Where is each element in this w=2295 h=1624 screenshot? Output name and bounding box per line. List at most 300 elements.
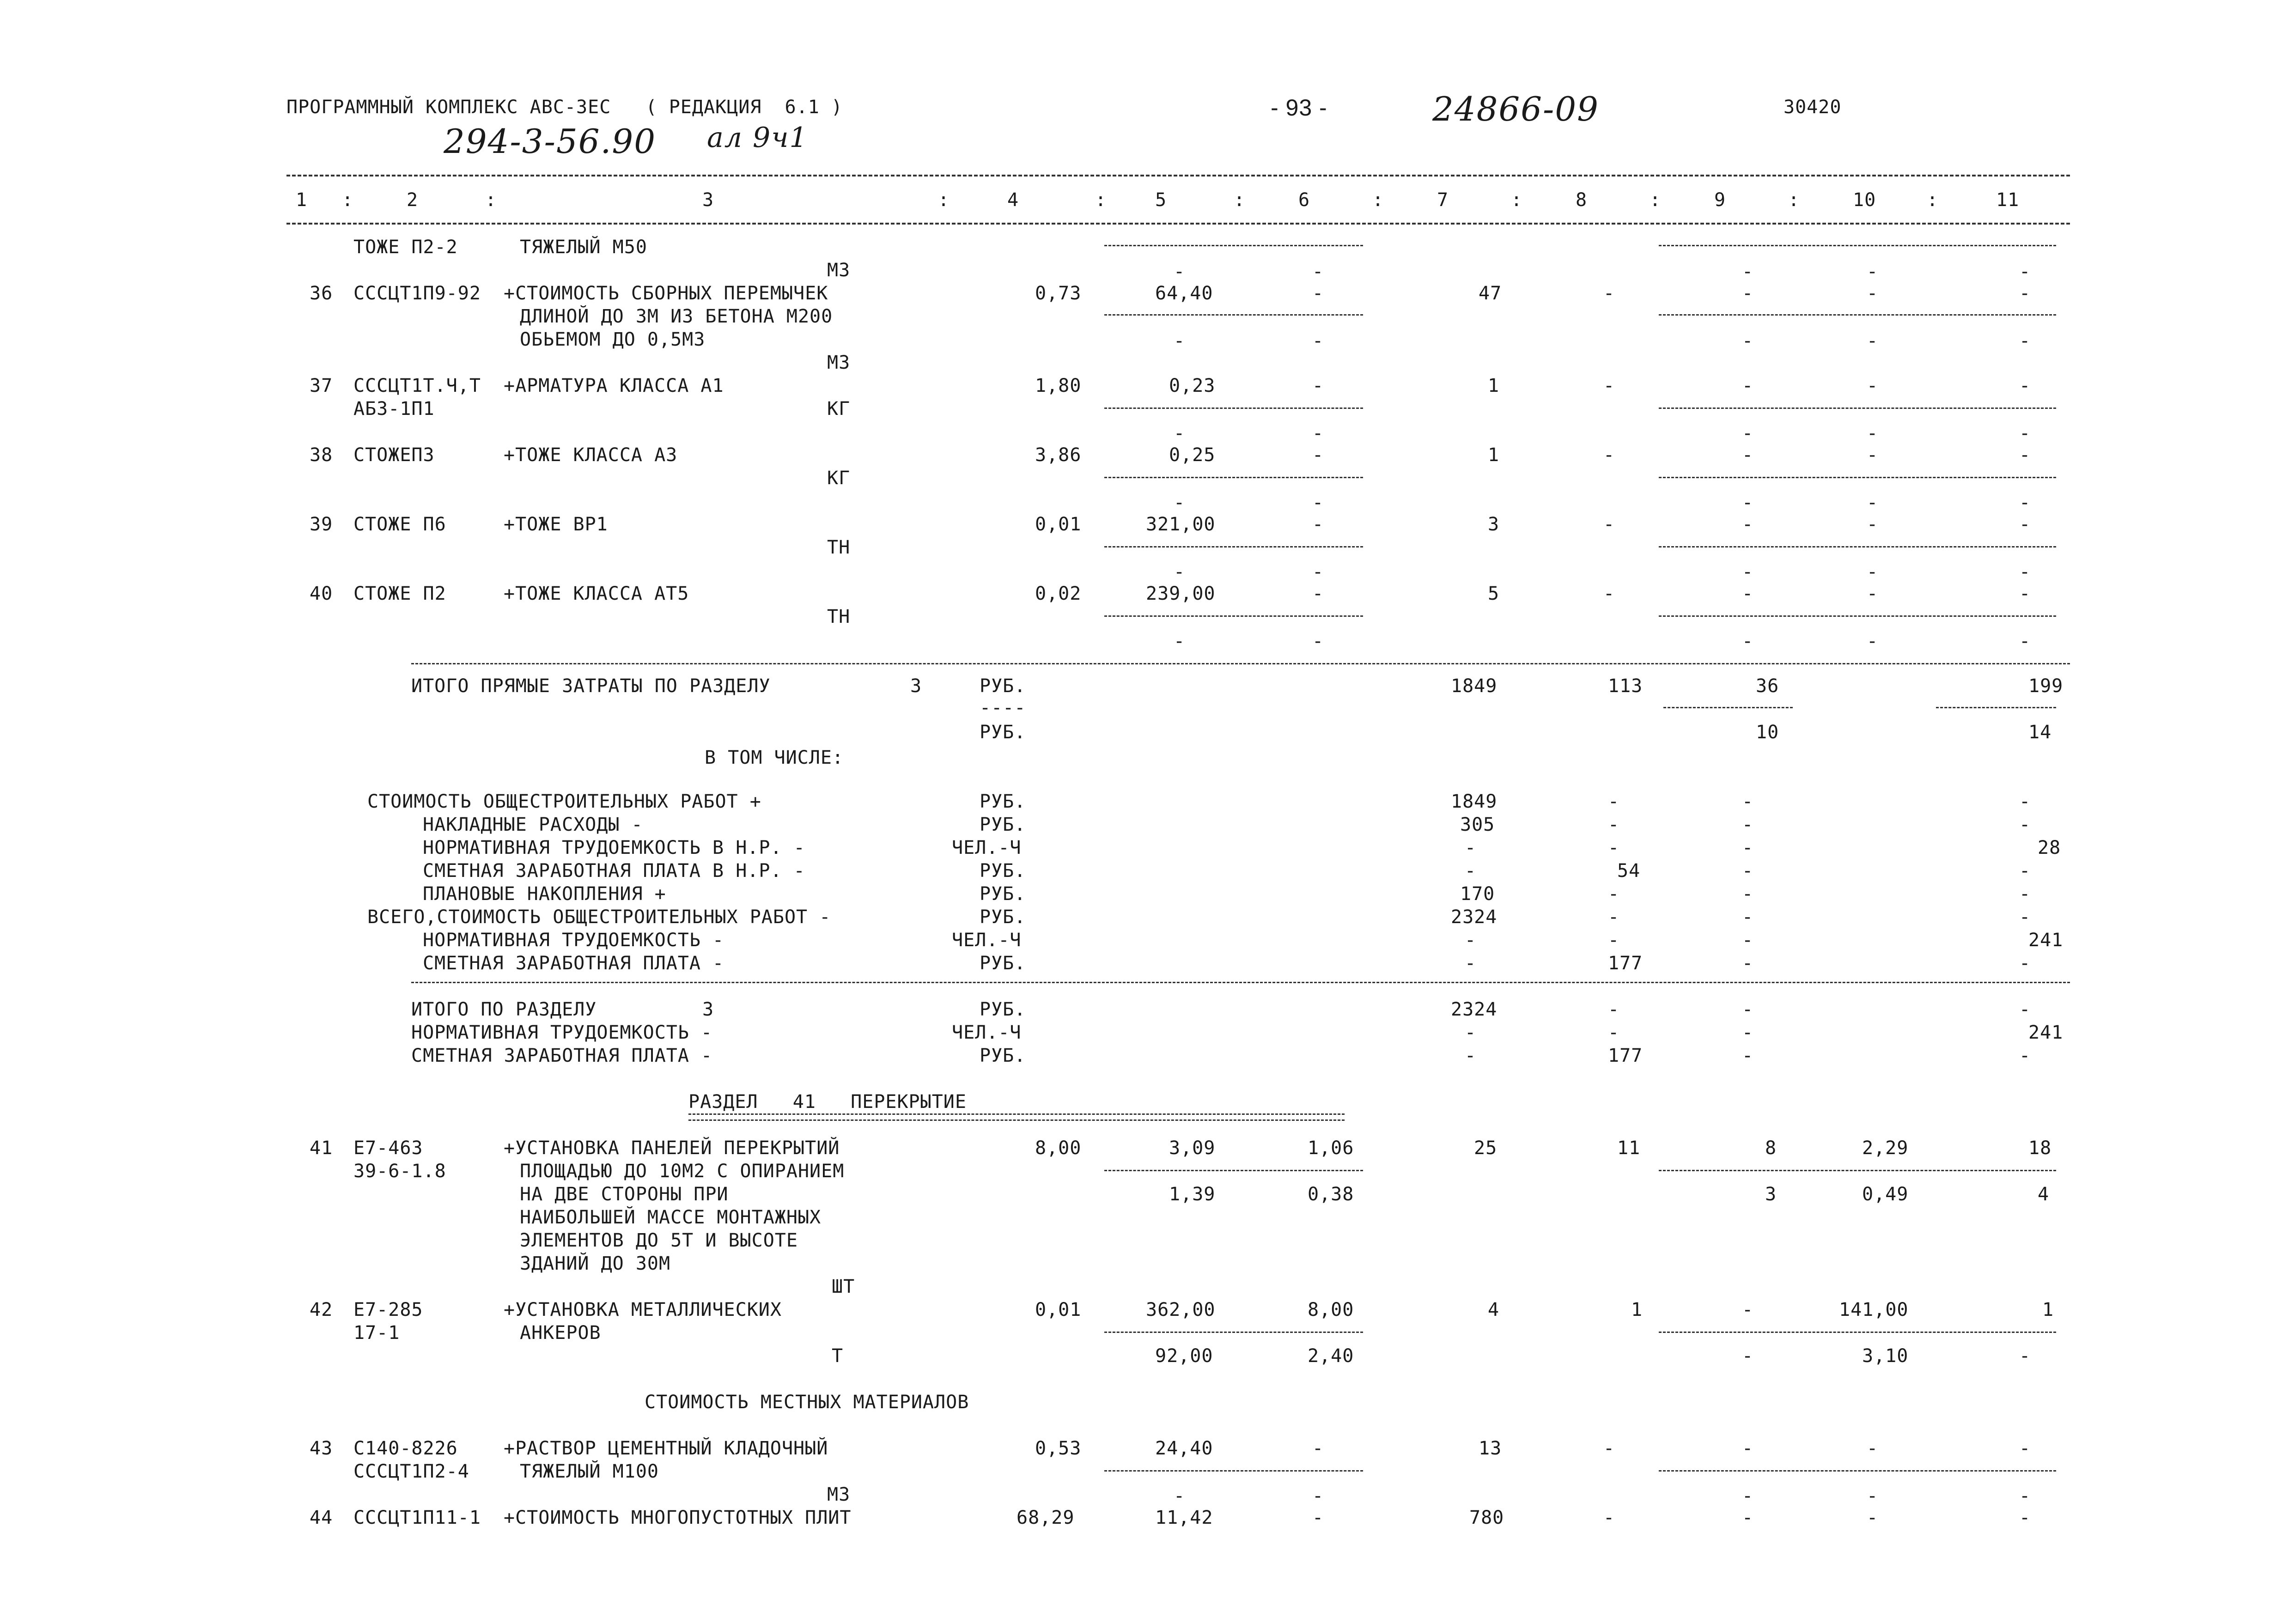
col10: -: [1867, 514, 1879, 535]
row-code: СССЦТ1Т.Ч,Т: [353, 375, 481, 396]
col9: -: [1742, 999, 1754, 1020]
col11: -: [2019, 883, 2031, 905]
row-code: СТОЖЕ П6: [353, 514, 446, 535]
col-number: 4: [1007, 189, 1019, 211]
row-text: ПЛОЩАДЬЮ ДО 10М2 С ОПИРАНИЕМ: [520, 1161, 845, 1182]
col9: -: [1742, 930, 1754, 951]
qty: 0,02: [1035, 583, 1082, 604]
col8: -: [1608, 791, 1620, 812]
unit: РУБ.: [980, 883, 1026, 905]
col-sep: :: [342, 189, 354, 211]
col6: 1,06: [1308, 1137, 1354, 1159]
col10: 2,29: [1862, 1137, 1909, 1159]
col11: -: [2019, 583, 2031, 604]
col7: 13: [1479, 1438, 1502, 1459]
summary-label: СМЕТНАЯ ЗАРАБОТНАЯ ПЛАТА -: [411, 1045, 713, 1066]
col9-b: -: [1742, 1345, 1754, 1367]
row-text: ДЛИНОЙ ДО 3М ИЗ БЕТОНА М200: [520, 306, 833, 327]
col11: -: [2019, 1438, 2031, 1459]
split-line: [1659, 1332, 2056, 1333]
split-line: [1659, 408, 2056, 409]
col11: 241: [2028, 930, 2064, 951]
breakdown-label: СТОИМОСТЬ ОБЩЕСТРОИТЕЛЬНЫХ РАБОТ +: [367, 791, 761, 812]
col-number: 11: [1996, 189, 2020, 211]
split-line: [1104, 314, 1363, 316]
col6: -: [1312, 514, 1324, 535]
split-line: [1659, 314, 2056, 316]
unit: ЧЕЛ.-Ч: [952, 837, 1022, 858]
col7: -: [1465, 953, 1477, 974]
row-number: 40: [310, 583, 333, 604]
col6: -: [1312, 283, 1324, 304]
price-b: 1,39: [1169, 1184, 1216, 1205]
col7: 1: [1488, 375, 1500, 396]
price: 239,00: [1146, 583, 1216, 604]
col10: -: [1867, 1507, 1879, 1528]
row-code: С140-8226: [353, 1438, 458, 1459]
col7: -: [1465, 1045, 1477, 1066]
col8: 54: [1617, 860, 1641, 882]
col8: 177: [1608, 1045, 1643, 1066]
price: 321,00: [1146, 514, 1216, 535]
col-number: 9: [1714, 189, 1726, 211]
col-number: 8: [1576, 189, 1588, 211]
dash: -: [1174, 492, 1186, 513]
unit: КГ: [827, 398, 851, 420]
section-title: РАЗДЕЛ 41 ПЕРЕКРЫТИЕ: [688, 1091, 967, 1113]
col11-b: -: [2019, 283, 2031, 304]
row-code: СТОЖЕ П2: [353, 583, 446, 604]
row-text: +УСТАНОВКА МЕТАЛЛИЧЕСКИХ: [504, 1299, 782, 1320]
split-line: [1659, 1170, 2056, 1171]
dash: -: [2019, 492, 2031, 513]
row-text: +СТОИМОСТЬ МНОГОПУСТОТНЫХ ПЛИТ: [504, 1507, 852, 1528]
price: 3,09: [1169, 1137, 1216, 1159]
unit: ТН: [827, 537, 851, 558]
dash: -: [1867, 423, 1879, 444]
dash: -: [1174, 423, 1186, 444]
col9: -: [1742, 883, 1754, 905]
col-sep: :: [1788, 189, 1800, 211]
doc-code-handwritten: 24866-09: [1432, 90, 1599, 128]
breakdown-label: НОРМАТИВНАЯ ТРУДОЕМКОСТЬ -: [423, 930, 724, 951]
split-line: [1104, 1332, 1363, 1333]
dash: -: [1867, 492, 1879, 513]
col6-b: 0,38: [1308, 1184, 1354, 1205]
col8: -: [1608, 999, 1620, 1020]
row-code: СССЦТ1П11-1: [353, 1507, 481, 1528]
row-number: 37: [310, 375, 333, 396]
col7: 3: [1488, 514, 1500, 535]
col-number: 7: [1437, 189, 1449, 211]
col10: -: [1867, 375, 1879, 396]
row-text: ЭЛЕМЕНТОВ ДО 5Т И ВЫСОТЕ: [520, 1230, 798, 1251]
unit: ЧЕЛ.-Ч: [952, 930, 1022, 951]
col8: -: [1603, 375, 1615, 396]
qty: 0,53: [1035, 1438, 1082, 1459]
col6: -: [1312, 583, 1324, 604]
dash: -: [1312, 1485, 1324, 1507]
col-number: 1: [296, 189, 308, 211]
row-text: +АРМАТУРА КЛАССА А1: [504, 375, 724, 396]
section-title-underline: [688, 1113, 1345, 1121]
col7: 47: [1479, 283, 1502, 304]
col8: 177: [1608, 953, 1643, 974]
col9: -: [1742, 514, 1754, 535]
breakdown-label: ПЛАНОВЫЕ НАКОПЛЕНИЯ +: [423, 883, 666, 905]
col-sep: :: [1095, 189, 1107, 211]
split-line: [1104, 477, 1363, 478]
dash: -: [1867, 561, 1879, 583]
col11: -: [2019, 906, 2031, 928]
price-b: 92,00: [1155, 1345, 1213, 1367]
col8: 113: [1608, 675, 1643, 697]
split-line: [1659, 546, 2056, 547]
including-label: В ТОМ ЧИСЛЕ:: [705, 747, 844, 768]
price: 362,00: [1146, 1299, 1216, 1320]
col7: 5: [1488, 583, 1500, 604]
split-line: [1104, 546, 1363, 547]
col7: 2324: [1451, 999, 1498, 1020]
col9: -: [1742, 953, 1754, 974]
col-sep: :: [1650, 189, 1662, 211]
row-text: +СТОИМОСТЬ СБОРНЫХ ПЕРЕМЫЧЕК: [504, 283, 828, 304]
col9: -: [1742, 1022, 1754, 1043]
col11: -: [2019, 261, 2031, 282]
col6: -: [1312, 1507, 1324, 1528]
col9: -: [1742, 1299, 1754, 1320]
col9: -: [1742, 791, 1754, 812]
col-number: 5: [1155, 189, 1167, 211]
code-right: 30420: [1784, 97, 1842, 118]
section-number: 3: [702, 999, 714, 1020]
dash: -: [1867, 631, 1879, 652]
col9: -: [1742, 906, 1754, 928]
col6: -: [1312, 1438, 1324, 1459]
dash: -: [1742, 423, 1754, 444]
dash: -: [1312, 492, 1324, 513]
col11: -: [2019, 953, 2031, 974]
col8: -: [1608, 1022, 1620, 1043]
row-text: НАИБОЛЬШЕЙ МАССЕ МОНТАЖНЫХ: [520, 1207, 822, 1228]
col11-b: -: [2019, 1345, 2031, 1367]
row-text: +УСТАНОВКА ПАНЕЛЕЙ ПЕРЕКРЫТИЙ: [504, 1137, 840, 1159]
dash: -: [1312, 423, 1324, 444]
col11: -: [2019, 444, 2031, 466]
dash: -: [1174, 330, 1186, 352]
dash: -: [2019, 1485, 2031, 1507]
col9: -: [1742, 444, 1754, 466]
subsection-title: СТОИМОСТЬ МЕСТНЫХ МАТЕРИАЛОВ: [645, 1392, 969, 1413]
row-text: +ТОЖЕ КЛАССА А3: [504, 444, 678, 466]
col8: -: [1603, 283, 1615, 304]
col8: -: [1603, 1438, 1615, 1459]
row-text: +ТОЖЕ КЛАССА АТ5: [504, 583, 689, 604]
col6-b: 2,40: [1308, 1345, 1354, 1367]
row-text: +РАСТВОР ЦЕМЕНТНЫЙ КЛАДОЧНЫЙ: [504, 1438, 828, 1459]
breakdown-label: ВСЕГО,СТОИМОСТЬ ОБЩЕСТРОИТЕЛЬНЫХ РАБОТ -: [367, 906, 831, 928]
unit: РУБ.: [980, 860, 1026, 882]
qty: 68,29: [1017, 1507, 1075, 1528]
col6: -: [1312, 375, 1324, 396]
row-text: ТЯЖЕЛЫЙ М100: [520, 1461, 659, 1482]
row-cont-col3: ТЯЖЕЛЫЙ М50: [520, 237, 647, 258]
col7: -: [1465, 860, 1477, 882]
col7: 2324: [1451, 906, 1498, 928]
summary-label: ИТОГО ПО РАЗДЕЛУ: [411, 999, 597, 1020]
dash: -: [2019, 631, 2031, 652]
row-code-2: 39-6-1.8: [353, 1161, 446, 1182]
breakdown-label: СМЕТНАЯ ЗАРАБОТНАЯ ПЛАТА -: [423, 953, 724, 974]
program-title: ПРОГРАММНЫЙ КОМПЛЕКС АВС-3ЕС ( РЕДАКЦИЯ 6.1 ): [286, 97, 843, 118]
col8: 11: [1617, 1137, 1641, 1159]
col7: 4: [1488, 1299, 1500, 1320]
col8: -: [1603, 583, 1615, 604]
rule-section-total: [411, 663, 2070, 664]
col11: -: [2019, 375, 2031, 396]
price: 64,40: [1155, 283, 1213, 304]
col-sep: :: [938, 189, 950, 211]
col11-b: 14: [2028, 722, 2052, 743]
col11: 18: [2028, 1137, 2052, 1159]
breakdown-label: СМЕТНАЯ ЗАРАБОТНАЯ ПЛАТА В Н.Р. -: [423, 860, 805, 882]
dash: -: [1174, 1485, 1186, 1507]
unit: КГ: [827, 468, 851, 489]
row-number: 38: [310, 444, 333, 466]
price: 0,23: [1169, 375, 1216, 396]
col11: -: [2019, 514, 2031, 535]
col11: -: [2019, 860, 2031, 882]
col7: 25: [1474, 1137, 1498, 1159]
breakdown-label: НАКЛАДНЫЕ РАСХОДЫ -: [423, 814, 643, 835]
col11: 1: [2042, 1299, 2054, 1320]
col-number: 3: [702, 189, 714, 211]
unit-underline: ----: [980, 697, 1026, 718]
col9: 36: [1756, 675, 1779, 697]
col10: -: [1867, 444, 1879, 466]
dash: -: [2019, 330, 2031, 352]
dash: -: [1174, 631, 1186, 652]
qty: 0,01: [1035, 514, 1082, 535]
col11: 241: [2028, 1022, 2064, 1043]
page-number: - 93 -: [1271, 95, 1327, 121]
col10: 141,00: [1839, 1299, 1909, 1320]
dash: -: [1742, 1485, 1754, 1507]
col10-b: 3,10: [1862, 1345, 1909, 1367]
section-number: 3: [910, 675, 922, 697]
dash: -: [1742, 330, 1754, 352]
row-number: 39: [310, 514, 333, 535]
col7: 305: [1460, 814, 1495, 835]
unit: М3: [827, 1484, 851, 1505]
col8: -: [1603, 444, 1615, 466]
dash: -: [1312, 631, 1324, 652]
price: 0,25: [1169, 444, 1216, 466]
col11: 28: [2038, 837, 2061, 858]
row-code-2: 17-1: [353, 1322, 400, 1344]
split-line: [1659, 1470, 2056, 1472]
dash: -: [1312, 330, 1324, 352]
unit: РУБ.: [980, 906, 1026, 928]
summary-label: НОРМАТИВНАЯ ТРУДОЕМКОСТЬ -: [411, 1022, 713, 1043]
row-code: Е7-463: [353, 1137, 423, 1159]
qty: 8,00: [1035, 1137, 1082, 1159]
col8: -: [1608, 906, 1620, 928]
col6: -: [1312, 444, 1324, 466]
split-line: [1104, 408, 1363, 409]
unit: М3: [827, 352, 851, 373]
col9: -: [1742, 1045, 1754, 1066]
row-number: 36: [310, 283, 333, 304]
col10-b: -: [1867, 283, 1879, 304]
dash: -: [1742, 561, 1754, 583]
dash: -: [1867, 1485, 1879, 1507]
unit: М3: [827, 260, 851, 281]
col8: -: [1603, 1507, 1615, 1528]
breakdown-label: НОРМАТИВНАЯ ТРУДОЕМКОСТЬ В Н.Р. -: [423, 837, 805, 858]
col7: 780: [1469, 1507, 1504, 1528]
unit: ТН: [827, 606, 851, 627]
unit: Т: [832, 1345, 844, 1367]
row-number: 42: [310, 1299, 333, 1320]
split-line: [1104, 1170, 1363, 1171]
col10: -: [1867, 583, 1879, 604]
col9: -: [1742, 1438, 1754, 1459]
col8: -: [1603, 514, 1615, 535]
col7: -: [1465, 837, 1477, 858]
dash: -: [1742, 631, 1754, 652]
dash: -: [1312, 561, 1324, 583]
col9: -: [1742, 814, 1754, 835]
col9-b: -: [1742, 283, 1754, 304]
col-sep: :: [1372, 189, 1384, 211]
col7: 1849: [1451, 675, 1498, 697]
col11: -: [2019, 1045, 2031, 1066]
split-line: [1936, 707, 2056, 708]
dash: -: [1312, 261, 1324, 282]
col8: -: [1608, 883, 1620, 905]
col10-b: 0,49: [1862, 1184, 1909, 1205]
handwritten-ref: 294-3-56.90: [444, 122, 657, 161]
col11: -: [2019, 791, 2031, 812]
col7: 1849: [1451, 791, 1498, 812]
rule-section-summary: [411, 982, 2070, 983]
dash: -: [1867, 330, 1879, 352]
col7: -: [1465, 930, 1477, 951]
col9-b: 3: [1765, 1184, 1777, 1205]
col9: 8: [1765, 1137, 1777, 1159]
row-code: СССЦТ1П9-92: [353, 283, 481, 304]
row-text: ОБЬЕМОМ ДО 0,5М3: [520, 329, 706, 350]
col11: 199: [2028, 675, 2064, 697]
handwritten-note: ал 9ч1: [707, 122, 808, 154]
col9: -: [1742, 860, 1754, 882]
col7: 1: [1488, 444, 1500, 466]
unit: РУБ.: [980, 791, 1026, 812]
col7: -: [1465, 1022, 1477, 1043]
col8: -: [1608, 814, 1620, 835]
col9: -: [1742, 375, 1754, 396]
col8: -: [1608, 837, 1620, 858]
col9: -: [1742, 261, 1754, 282]
col-number: 2: [407, 189, 419, 211]
col-sep: :: [1234, 189, 1246, 211]
unit: РУБ.: [980, 814, 1026, 835]
split-line: [1663, 707, 1793, 708]
col-sep: :: [1511, 189, 1523, 211]
unit: ШТ: [832, 1276, 855, 1297]
unit: РУБ.: [980, 1045, 1026, 1066]
split-line: [1659, 477, 2056, 478]
col6: 8,00: [1308, 1299, 1354, 1320]
rule-top: [286, 175, 2070, 176]
qty: 0,01: [1035, 1299, 1082, 1320]
unit: РУБ.: [980, 722, 1026, 743]
qty: 3,86: [1035, 444, 1082, 466]
col7: 170: [1460, 883, 1495, 905]
qty: 0,73: [1035, 283, 1082, 304]
col-number: 6: [1298, 189, 1310, 211]
qty: 1,80: [1035, 375, 1082, 396]
split-line: [1659, 615, 2056, 617]
col11: -: [2019, 1507, 2031, 1528]
row-number: 43: [310, 1438, 333, 1459]
row-cont-col2: ТОЖЕ П2-2: [353, 237, 458, 258]
rule-under-header: [286, 223, 2070, 225]
col9: -: [1742, 1507, 1754, 1528]
col8: -: [1608, 930, 1620, 951]
dash: -: [2019, 561, 2031, 583]
row-text: ЗДАНИЙ ДО 30М: [520, 1253, 671, 1274]
col-number: 10: [1853, 189, 1876, 211]
col11-b: 4: [2038, 1184, 2050, 1205]
dash: -: [1174, 561, 1186, 583]
col9: -: [1742, 837, 1754, 858]
unit: ЧЕЛ.-Ч: [952, 1022, 1022, 1043]
row-code: Е7-285: [353, 1299, 423, 1320]
col-sep: :: [1927, 189, 1939, 211]
row-text: НА ДВЕ СТОРОНЫ ПРИ: [520, 1184, 729, 1205]
row-code-2: СССЦТ1П2-4: [353, 1461, 469, 1482]
col9: -: [1742, 583, 1754, 604]
dash: -: [1742, 492, 1754, 513]
unit: РУБ.: [980, 953, 1026, 974]
section-total-label: ИТОГО ПРЯМЫЕ ЗАТРАТЫ ПО РАЗДЕЛУ: [411, 675, 771, 697]
row-number: 44: [310, 1507, 333, 1528]
col10: -: [1867, 1438, 1879, 1459]
row-code-2: АБ3-1П1: [353, 398, 435, 420]
col8: 1: [1631, 1299, 1643, 1320]
row-text: АНКЕРОВ: [520, 1322, 601, 1344]
split-line: [1659, 245, 2056, 246]
split-line: [1104, 615, 1363, 617]
col11: -: [2019, 999, 2031, 1020]
row-number: 41: [310, 1137, 333, 1159]
row-text: +ТОЖЕ ВР1: [504, 514, 608, 535]
col10: -: [1867, 261, 1879, 282]
dash: -: [1174, 261, 1186, 282]
col9-b: 10: [1756, 722, 1779, 743]
dash: -: [2019, 423, 2031, 444]
unit: РУБ.: [980, 999, 1026, 1020]
col11: -: [2019, 814, 2031, 835]
split-line: [1104, 1470, 1363, 1472]
price: 11,42: [1155, 1507, 1213, 1528]
split-line: [1104, 245, 1363, 246]
row-code: СТОЖЕП3: [353, 444, 435, 466]
unit: РУБ.: [980, 675, 1026, 697]
price: 24,40: [1155, 1438, 1213, 1459]
